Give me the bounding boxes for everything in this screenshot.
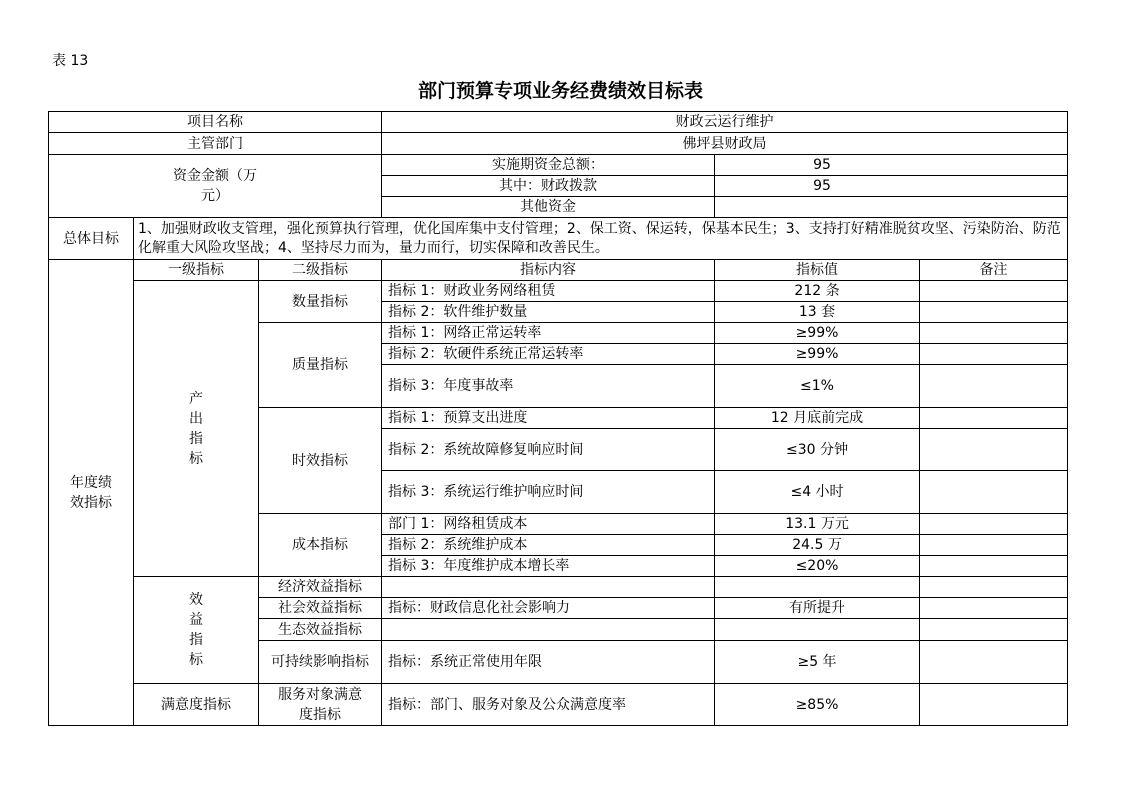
indicator-content: 部门 1：网络租赁成本	[382, 514, 715, 535]
output-indicators-text: 产出指标	[189, 390, 203, 467]
indicator-remark	[920, 471, 1068, 514]
funds-label	[49, 155, 382, 218]
indicator-remark	[920, 535, 1068, 556]
row-funds-total	[49, 155, 1068, 176]
funds-label-text: 资金金额（万元）	[173, 168, 257, 204]
sustainable-label-text: 可持续影响指标	[271, 654, 369, 670]
table-row	[49, 577, 1068, 598]
indicator-value: ≤1%	[715, 365, 920, 408]
output-indicators-label	[134, 281, 259, 577]
table-row	[49, 684, 1068, 726]
indicator-value	[715, 619, 920, 641]
table-number: 表 13	[52, 53, 89, 69]
indicator-content: 指标 3：系统运行维护响应时间	[382, 471, 715, 514]
row-project-name	[49, 112, 1068, 133]
indicator-content: 指标 3：年度事故率	[382, 365, 715, 408]
social-label: 社会效益指标	[259, 598, 382, 619]
funds-other-value	[715, 197, 1068, 218]
indicator-value: ≥99%	[715, 323, 920, 344]
benefit-indicators-text: 效益指标	[189, 592, 203, 668]
row-indicator-header	[49, 260, 1068, 281]
indicator-content: 指标 2：软硬件系统正常运转率	[382, 344, 715, 365]
performance-target-table	[48, 111, 1068, 726]
indicator-remark	[920, 429, 1068, 471]
funds-fiscal-label: 其中：财政拨款	[382, 176, 715, 197]
economic-label: 经济效益指标	[259, 577, 382, 598]
indicator-remark	[920, 323, 1068, 344]
sustainable-label	[259, 641, 382, 684]
indicator-value: ≤30 分钟	[715, 429, 920, 471]
overall-goal-text: 1、加强财政收支管理，强化预算执行管理，优化国库集中支付管理；2、保工资、保运转，保基本民生；3、支持打好精准脱贫攻坚、污染防治、防范化解重大风险攻坚战；4、坚持尽力而为，量力而行，切实保障和改善民生。	[134, 218, 1068, 260]
indicator-remark	[920, 619, 1068, 641]
indicator-content: 指标 1：财政业务网络租赁	[382, 281, 715, 302]
indicator-content: 指标 1：网络正常运转率	[382, 323, 715, 344]
indicator-remark	[920, 641, 1068, 684]
indicator-value: ≥99%	[715, 344, 920, 365]
indicator-remark	[920, 365, 1068, 408]
header-level2: 二级指标	[259, 260, 382, 281]
indicator-remark	[920, 408, 1068, 429]
ecological-label: 生态效益指标	[259, 619, 382, 641]
service-satisfaction-text: 服务对象满意度指标	[278, 686, 362, 723]
benefit-indicators-label	[134, 577, 259, 684]
indicator-value: 有所提升	[715, 598, 920, 619]
header-content: 指标内容	[382, 260, 715, 281]
indicator-content: 指标：系统正常使用年限	[382, 641, 715, 684]
indicator-content: 指标 3：年度维护成本增长率	[382, 556, 715, 577]
indicator-content: 指标：财政信息化社会影响力	[382, 598, 715, 619]
indicator-value: 13.1 万元	[715, 514, 920, 535]
indicator-value: 212 条	[715, 281, 920, 302]
indicator-content: 指标：部门、服务对象及公众满意度率	[382, 684, 715, 726]
funds-other-label: 其他资金	[382, 197, 715, 218]
indicator-value: ≤20%	[715, 556, 920, 577]
indicator-remark	[920, 302, 1068, 323]
cost-label: 成本指标	[259, 514, 382, 577]
funds-total-label: 实施期资金总额：	[382, 155, 715, 176]
project-name-label: 项目名称	[49, 112, 382, 133]
header-remark: 备注	[920, 260, 1068, 281]
row-overall-goal	[49, 218, 1068, 260]
project-name-value: 财政云运行维护	[382, 112, 1068, 133]
indicator-value: ≥5 年	[715, 641, 920, 684]
indicator-content: 指标 2：系统维护成本	[382, 535, 715, 556]
satisfaction-label: 满意度指标	[134, 684, 259, 726]
indicator-content	[382, 619, 715, 641]
table-row	[49, 281, 1068, 302]
timeliness-label: 时效指标	[259, 408, 382, 514]
department-label: 主管部门	[49, 133, 382, 155]
service-satisfaction-label	[259, 684, 382, 726]
annual-indicators-text: 年度绩效指标	[70, 474, 112, 511]
indicator-value: 12 月底前完成	[715, 408, 920, 429]
quantity-label: 数量指标	[259, 281, 382, 323]
indicator-remark	[920, 281, 1068, 302]
indicator-value: ≥85%	[715, 684, 920, 726]
header-value: 指标值	[715, 260, 920, 281]
indicator-value	[715, 577, 920, 598]
row-department	[49, 133, 1068, 155]
indicator-content: 指标 2：软件维护数量	[382, 302, 715, 323]
indicator-remark	[920, 556, 1068, 577]
indicator-content	[382, 577, 715, 598]
indicator-value: 13 套	[715, 302, 920, 323]
header-level1: 一级指标	[134, 260, 259, 281]
quality-label: 质量指标	[259, 323, 382, 408]
indicator-content: 指标 2：系统故障修复响应时间	[382, 429, 715, 471]
indicator-value: ≤4 小时	[715, 471, 920, 514]
indicator-content: 指标 1：预算支出进度	[382, 408, 715, 429]
document-title: 部门预算专项业务经费绩效目标表	[417, 80, 703, 102]
funds-fiscal-value: 95	[715, 176, 1068, 197]
indicator-remark	[920, 344, 1068, 365]
indicator-remark	[920, 684, 1068, 726]
department-value: 佛坪县财政局	[382, 133, 1068, 155]
annual-indicators-label	[49, 260, 134, 726]
indicator-remark	[920, 577, 1068, 598]
overall-goal-label: 总体目标	[49, 218, 134, 260]
funds-total-value: 95	[715, 155, 1068, 176]
indicator-remark	[920, 514, 1068, 535]
indicator-remark	[920, 598, 1068, 619]
indicator-value: 24.5 万	[715, 535, 920, 556]
